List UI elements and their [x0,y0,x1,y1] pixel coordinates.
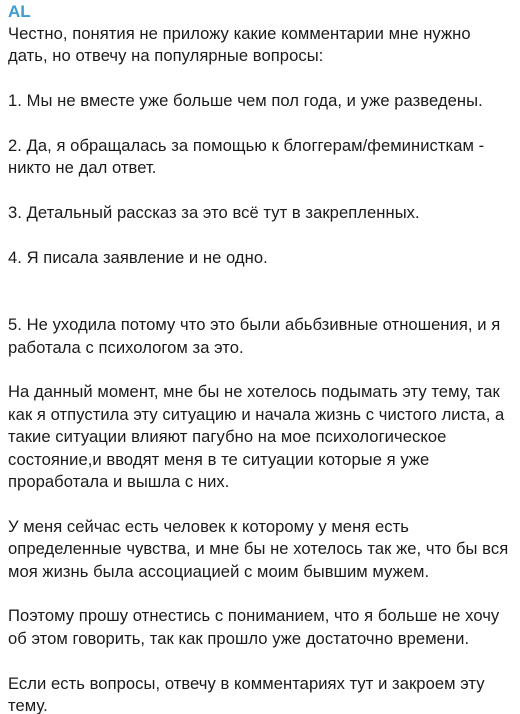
paragraph-answer-2: 2. Да, я обращалась за помощью к блоггерам/феминисткам - никто не дал ответ. [8,136,485,178]
paragraph-answer-3: 3. Детальный рассказ за это всё тут в закрепленных. [8,203,420,223]
paragraph-request: Поэтому прошу отнестись с пониманием, что я больше не хочу об этом говорить, так как прошло уже достаточно времени. [8,606,500,648]
author-name[interactable]: AL [8,2,31,21]
paragraph-closing: Если есть вопросы, отвечу в комментариях тут и закроем эту тему. [8,673,485,714]
paragraph-intro: Честно, понятия не приложу какие комментарии мне нужно дать, но отвечу на популярные вопросы: [8,24,471,66]
paragraph-answer-4: 4. Я писала заявление и не одно. [8,248,268,267]
paragraph-answer-1: 1. Мы не вместе уже больше чем пол года, и уже разведены. [8,91,483,111]
paragraph-answer-5: 5. Не уходила потому что это были абьбзивные отношения, и я работала с психологом за это. [8,315,501,357]
paragraph-new-person: У меня сейчас есть человек к которому у меня есть определенные чувства, и мне бы не хотелось так же, что бы вся моя жизнь была ассоциацией с моим бывшим мужем. [8,516,509,581]
paragraph-current-state: На данный момент, мне бы не хотелось подымать эту тему, так как я отпустила эту ситуацию и начала жизнь с чистого листа, а такие ситуации влияют пагубно на мое психологическое состояние,и вводят меня в те ситуации которые я уже проработала и вышла с них. [8,382,505,492]
message-text [8,23,512,714]
